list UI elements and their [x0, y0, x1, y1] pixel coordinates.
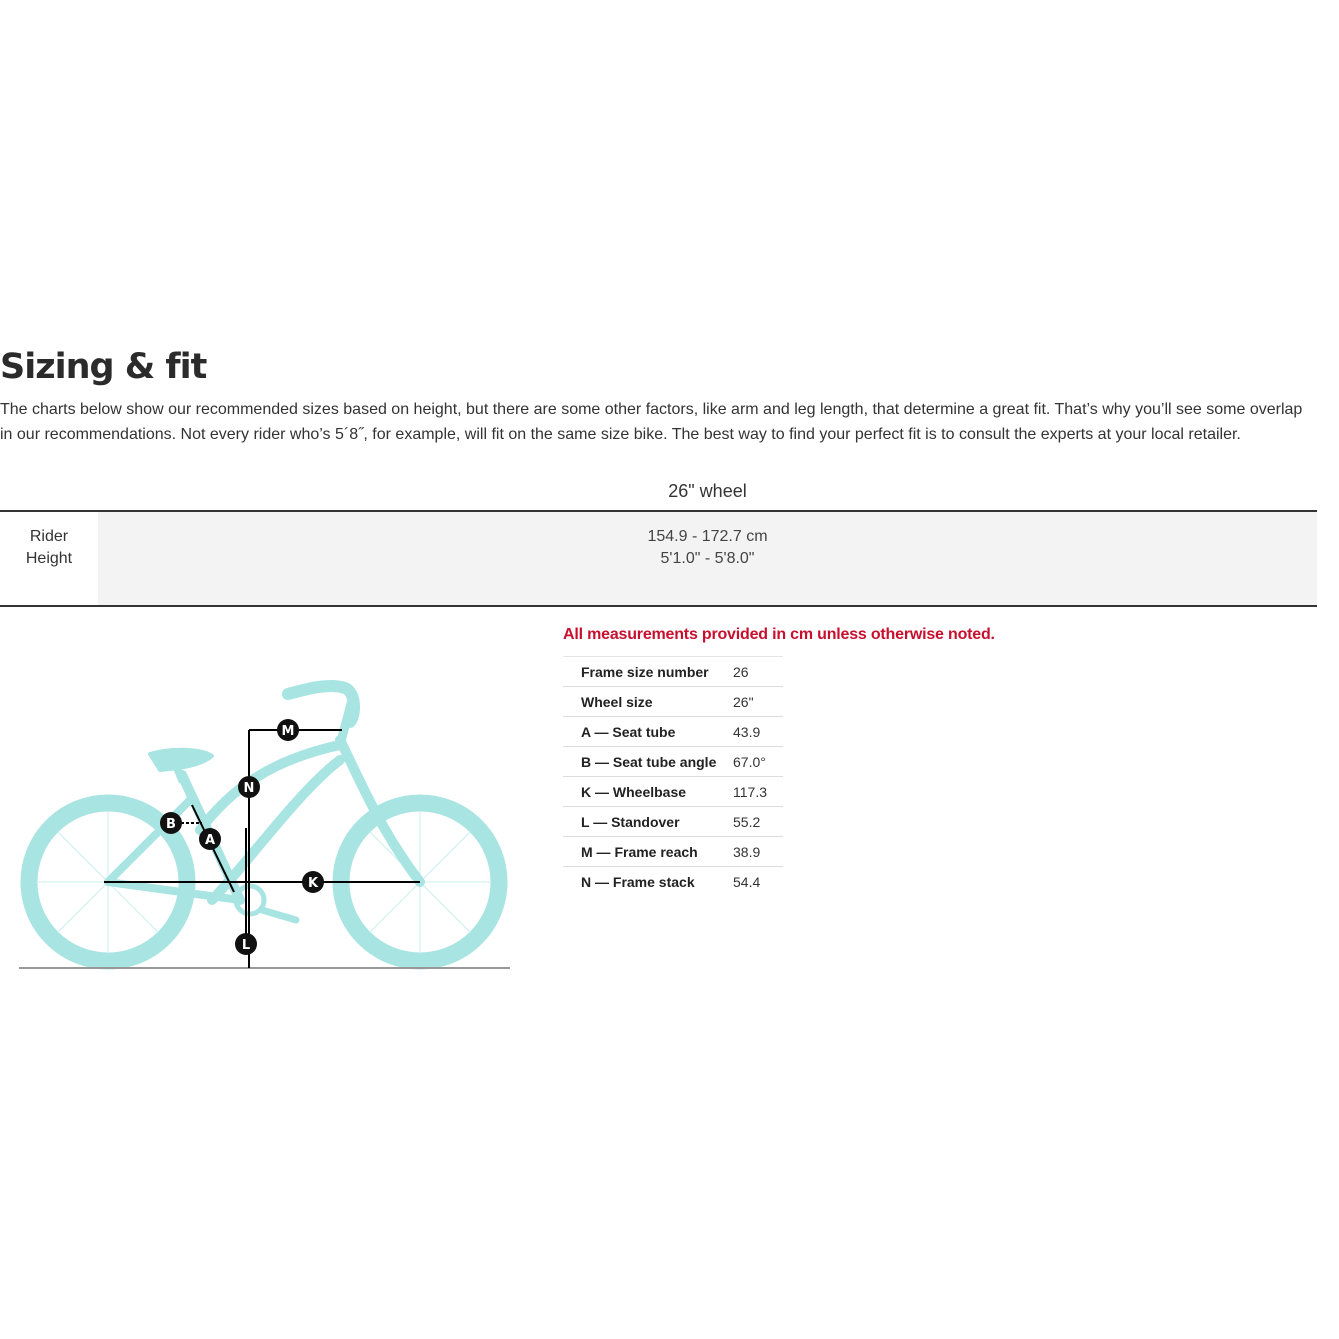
sizing-intro-text: The charts below show our recommended sizes based on height, but there are some other factors, like arm and leg length, that determine a great fit. That’s why you’ll see some overlap in our recommendations. Not every rider who’s 5´8˝, for example, will fit on the same size bike. The best way to find your perfect fit is to consult the experts at your local retailer. [0, 401, 1303, 443]
geometry-value: 55.2 [733, 807, 783, 837]
wheel-size-column-header: 26" wheel [668, 481, 747, 501]
marker-k-letter: K [307, 876, 319, 891]
rider-height-row [0, 512, 1317, 605]
marker-a [199, 828, 221, 850]
geometry-value: 38.9 [733, 837, 783, 867]
geometry-value: 67.0° [733, 747, 783, 777]
rider-height-ft: 5'1.0" - 5'8.0" [660, 550, 755, 567]
marker-b-letter: B [166, 817, 176, 832]
table-bottom-divider [0, 605, 1317, 607]
measurement-units-note: All measurements provided in cm unless otherwise noted. [563, 626, 995, 643]
rider-height-cell [98, 512, 1317, 605]
marker-k [302, 871, 324, 893]
geometry-label: A — Seat tube [563, 717, 733, 747]
marker-b [160, 812, 182, 834]
bike-illustration [29, 686, 499, 961]
table-row [563, 717, 783, 747]
marker-m [277, 719, 299, 741]
geometry-label: Wheel size [563, 687, 733, 717]
marker-a-letter: A [204, 833, 216, 848]
marker-n [238, 776, 260, 798]
geometry-label: K — Wheelbase [563, 777, 733, 807]
table-row [563, 687, 783, 717]
rider-height-label-line1: Rider [29, 528, 69, 545]
geometry-value: 26" [733, 687, 783, 717]
seat-post [178, 770, 182, 780]
geometry-value: 26 [733, 657, 783, 687]
marker-n-letter: N [243, 781, 255, 796]
geometry-value: 54.4 [733, 867, 783, 897]
bike-geometry-diagram [0, 670, 520, 980]
table-row [563, 747, 783, 777]
rider-height-label-line2: Height [25, 550, 73, 567]
table-row [563, 657, 783, 687]
page-title: Sizing & fit [0, 347, 207, 387]
measurement-lines [19, 730, 510, 968]
table-row [563, 837, 783, 867]
geometry-label: Frame size number [563, 657, 733, 687]
marker-l [235, 933, 257, 955]
geometry-value: 117.3 [733, 777, 783, 807]
geometry-table [563, 656, 783, 896]
geometry-value: 43.9 [733, 717, 783, 747]
table-row [563, 807, 783, 837]
rider-height-cm: 154.9 - 172.7 cm [647, 528, 768, 545]
geometry-label: B — Seat tube angle [563, 747, 733, 777]
marker-l-letter: L [241, 938, 251, 953]
saddle [150, 750, 212, 770]
top-tube [200, 745, 340, 830]
geometry-label: L — Standover [563, 807, 733, 837]
geometry-label: M — Frame reach [563, 837, 733, 867]
pedal [262, 910, 296, 920]
table-row [563, 867, 783, 897]
rider-height-label [0, 526, 98, 570]
marker-m-letter: M [281, 724, 295, 739]
geometry-label: N — Frame stack [563, 867, 733, 897]
table-row [563, 777, 783, 807]
